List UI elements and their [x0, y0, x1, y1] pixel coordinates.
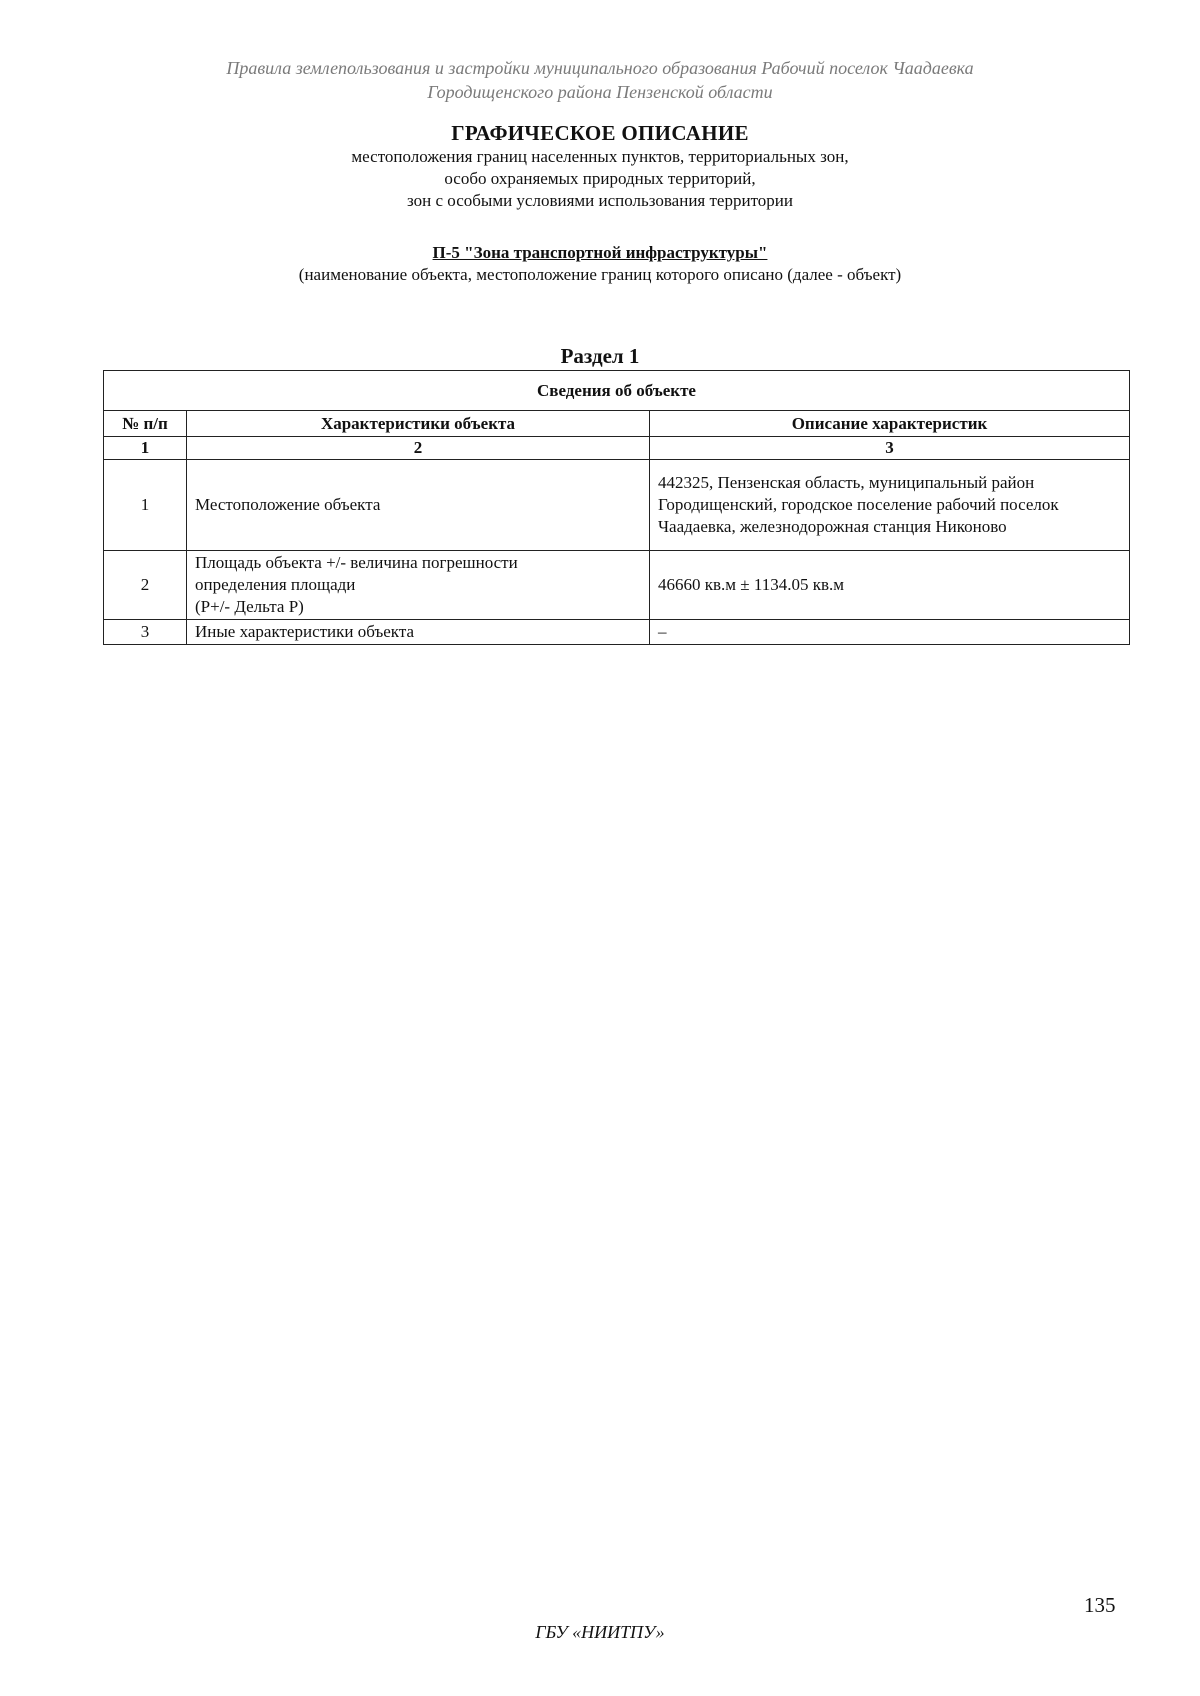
header-line-2: Городищенского района Пензенской области — [427, 82, 773, 102]
object-info-table — [103, 370, 1130, 645]
table-row — [104, 620, 1130, 645]
zone-title: П-5 "Зона транспортной инфраструктуры" — [432, 243, 768, 262]
column-number-row — [104, 437, 1130, 460]
characteristic-line: определения площади — [195, 575, 356, 594]
title-block — [0, 120, 1200, 212]
table-caption: Сведения об объекте — [104, 371, 1130, 411]
header-description: Описание характеристик — [650, 411, 1130, 437]
row-description: – — [650, 620, 1130, 645]
row-number: 1 — [104, 460, 187, 551]
row-description: 442325, Пензенская область, муниципальный район Городищенский, городское поселение рабочий поселок Чаадаевка, железнодорожная станция Никоново — [650, 460, 1130, 551]
table-row — [104, 551, 1130, 620]
running-header — [0, 56, 1200, 104]
column-number: 2 — [187, 437, 650, 460]
characteristic-line: (P+/- Дельта P) — [195, 597, 304, 616]
row-number: 2 — [104, 551, 187, 620]
column-number: 3 — [650, 437, 1130, 460]
row-description: 46660 кв.м ± 1134.05 кв.м — [650, 551, 1130, 620]
row-characteristic: Иные характеристики объекта — [187, 620, 650, 645]
zone-block — [0, 242, 1200, 286]
subtitle-line-3: зон с особыми условиями использования территории — [407, 191, 793, 210]
document-title: ГРАФИЧЕСКОЕ ОПИСАНИЕ — [451, 121, 749, 145]
zone-caption: (наименование объекта, местоположение границ которого описано (далее - объект) — [298, 265, 902, 284]
subtitle-line-1: местоположения границ населенных пунктов, территориальных зон, — [351, 147, 849, 166]
header-num: № п/п — [104, 411, 187, 437]
header-line-1: Правила землепользования и застройки муниципального образования Рабочий поселок Чаадаевка — [226, 58, 974, 78]
characteristic-line: Площадь объекта +/- величина погрешности — [195, 553, 518, 572]
subtitle-line-2: особо охраняемых природных территорий, — [444, 169, 756, 188]
table-caption-row — [104, 371, 1130, 411]
section-title: Раздел 1 — [560, 344, 640, 368]
row-characteristic — [187, 551, 650, 620]
column-number: 1 — [104, 437, 187, 460]
row-characteristic: Местоположение объекта — [187, 460, 650, 551]
header-characteristic: Характеристики объекта — [187, 411, 650, 437]
footer-organization: ГБУ «НИИТПУ» — [535, 1622, 665, 1642]
page-number: 135 — [1084, 1593, 1116, 1617]
row-number: 3 — [104, 620, 187, 645]
table-header-row — [104, 411, 1130, 437]
table-row — [104, 460, 1130, 551]
